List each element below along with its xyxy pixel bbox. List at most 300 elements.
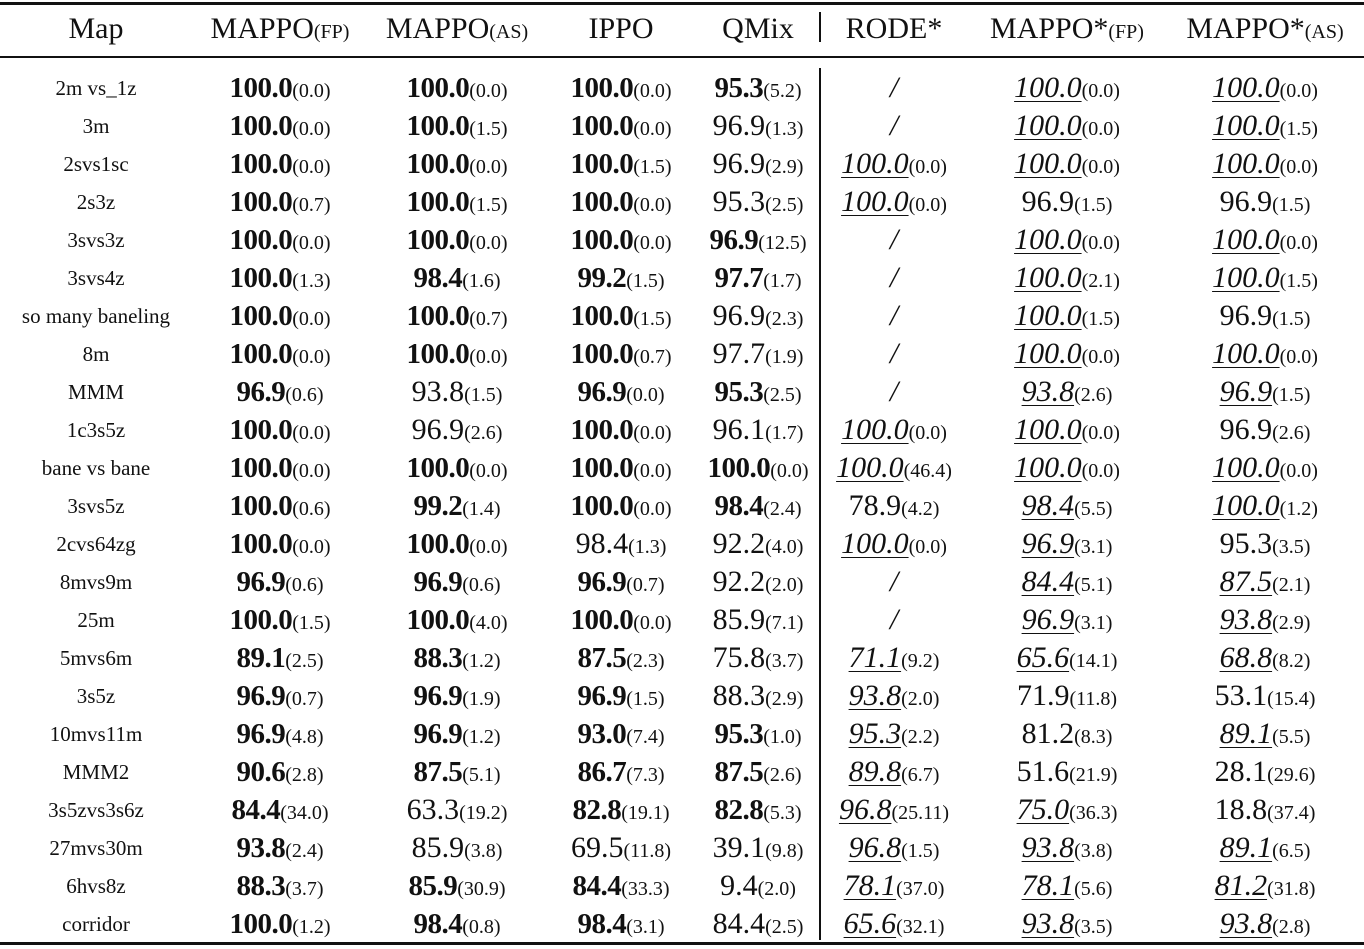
cell-rode-star [820,867,968,905]
win-rate-value: 100.0 [229,109,293,142]
std-dev-value: (1.4) [462,497,501,520]
map-name-cell: 8mvs9m [59,569,133,594]
cell-qmix [696,829,820,867]
win-rate-value: 75.0 [1016,793,1070,826]
header-mappo-fp: MAPPO(FP) [210,12,350,45]
win-rate-value: 100.0 [570,413,634,446]
cell-ippo [546,58,696,107]
win-rate-value: 100.0 [841,185,909,218]
win-rate-value: 100.0 [1212,109,1280,142]
table-row [0,373,1364,411]
std-dev-value: (1.5) [1081,308,1120,330]
std-dev-value: (3.5) [1272,536,1311,558]
std-dev-value: (2.2) [901,726,940,748]
win-rate-value: 69.5 [570,831,624,864]
win-rate-value: 89.1 [236,641,286,674]
header-rode-star: RODE* [845,12,943,45]
std-dev-value: (0.0) [633,79,672,102]
cell-ippo [546,411,696,449]
std-dev-value: (33.3) [621,877,670,900]
win-rate-value: 96.9 [577,565,627,598]
win-rate-value: 100.0 [1014,109,1082,142]
win-rate-value: 100.0 [1014,451,1082,484]
map-name-cell: 25m [77,607,115,632]
cell-ippo [546,259,696,297]
cell-mappo-as [368,753,546,791]
std-dev-value: (0.0) [626,383,665,406]
cell-mappo-fp [192,867,368,905]
cell-mappo-as [368,259,546,297]
cell-mappo-as [368,373,546,411]
cell-ippo [546,639,696,677]
table-row [0,867,1364,905]
win-rate-value: 86.7 [577,755,627,788]
table-row [0,411,1364,449]
cell-mappo-star-fp [968,525,1166,563]
std-dev-value: (5.2) [763,79,802,102]
win-rate-value: 96.9 [1219,375,1273,408]
std-dev-value: (6.5) [1272,840,1311,862]
std-dev-value: (1.2) [462,649,501,672]
std-dev-value: (0.0) [1081,156,1120,178]
cell-ippo [546,335,696,373]
win-rate-value: 100.0 [1014,299,1082,332]
cell-mappo-as [368,601,546,639]
map-name-cell: 3svs5z [67,493,125,518]
std-dev-value: (1.5) [1272,384,1311,406]
win-rate-value: 100.0 [1212,147,1280,180]
map-name-cell: MMM2 [62,759,130,784]
cell-qmix [696,601,820,639]
cell-rode-star [820,715,968,753]
win-rate-value: 85.9 [408,869,458,902]
win-rate-value: 100.0 [406,71,470,104]
win-rate-value: 100.0 [229,71,293,104]
cell-mappo-star-as [1166,715,1364,753]
win-rate-value: 100.0 [570,451,634,484]
std-dev-value: (37.4) [1267,802,1316,824]
win-rate-value: 87.5 [1219,565,1273,598]
std-dev-value: (1.5) [901,840,940,862]
std-dev-value: (0.0) [469,459,508,482]
std-dev-value: (4.8) [285,725,324,748]
win-rate-value: 96.9 [709,223,759,256]
cell-qmix [696,107,820,145]
win-rate-value: 96.9 [1219,185,1273,218]
win-rate-value: 71.1 [848,641,902,674]
win-rate-value: 100.0 [1014,261,1082,294]
cell-ippo [546,677,696,715]
win-rate-value: 93.0 [577,717,627,750]
win-rate-value: 100.0 [229,337,293,370]
std-dev-value: (0.0) [1279,460,1318,482]
win-rate-value: 96.9 [712,147,766,180]
win-rate-value: 96.9 [577,375,627,408]
cell-ippo [546,297,696,335]
win-rate-value: 93.8 [1021,375,1075,408]
std-dev-value: (1.5) [469,117,508,140]
std-dev-value: (29.6) [1267,764,1316,786]
cell-mappo-fp [192,715,368,753]
std-dev-value: (2.5) [285,649,324,672]
cell-mappo-star-fp [968,753,1166,791]
cell-mappo-fp [192,905,368,943]
cell-qmix [696,373,820,411]
std-dev-value: (2.9) [765,156,804,178]
header-map: Map [68,12,124,45]
std-dev-value: (0.6) [292,497,331,520]
cell-mappo-star-as [1166,335,1364,373]
win-rate-value: 85.9 [411,831,465,864]
cell-mappo-star-fp [968,639,1166,677]
win-rate-value: 89.1 [1219,831,1273,864]
cell-mappo-star-as [1166,753,1364,791]
win-rate-value: 100.0 [229,147,293,180]
win-rate-value: 100.0 [1014,223,1082,256]
win-rate-value: 100.0 [570,603,634,636]
std-dev-value: (0.0) [1279,346,1318,368]
cell-mappo-star-as [1166,259,1364,297]
win-rate-value: 100.0 [229,261,293,294]
cell-mappo-star-fp [968,373,1166,411]
std-dev-value: (3.8) [1074,840,1113,862]
win-rate-value: 98.4 [413,907,463,940]
win-rate-value: 95.3 [1219,527,1273,560]
std-dev-value: (4.0) [469,611,508,634]
cell-mappo-star-fp [968,145,1166,183]
win-rate-value: 97.7 [714,261,764,294]
win-rate-value: / [889,299,899,332]
std-dev-value: (1.5) [1272,194,1311,216]
map-name-cell: 5mvs6m [59,645,133,670]
std-dev-value: (2.8) [1272,916,1311,938]
std-dev-value: (0.0) [1081,118,1120,140]
cell-mappo-fp [192,411,368,449]
cell-mappo-as [368,525,546,563]
std-dev-value: (0.0) [292,345,331,368]
win-rate-value: 100.0 [229,603,293,636]
cell-mappo-as [368,145,546,183]
win-rate-value: / [889,375,899,408]
win-rate-value: 100.0 [406,223,470,256]
std-dev-value: (0.0) [292,155,331,178]
win-rate-value: / [889,71,899,104]
win-rate-value: 75.8 [712,641,766,674]
cell-mappo-fp [192,791,368,829]
win-rate-value: 96.9 [236,717,286,750]
table-row [0,145,1364,183]
header-mappo-star-as: MAPPO*(AS) [1186,12,1344,45]
win-rate-value: 98.4 [714,489,764,522]
cell-mappo-fp [192,601,368,639]
win-rate-value: 87.5 [577,641,627,674]
cell-qmix [696,677,820,715]
win-rate-value: 53.1 [1214,679,1268,712]
std-dev-value: (3.7) [765,650,804,672]
table-body [0,58,1364,943]
std-dev-value: (4.0) [765,536,804,558]
cell-rode-star [820,373,968,411]
std-dev-value: (0.7) [633,345,672,368]
map-name-cell: 2s3z [76,189,116,214]
cell-rode-star [820,335,968,373]
win-rate-value: 100.0 [1014,413,1082,446]
std-dev-value: (5.3) [763,801,802,824]
win-rate-value: 100.0 [1212,261,1280,294]
cell-mappo-as [368,411,546,449]
cell-qmix [696,145,820,183]
cell-mappo-star-fp [968,487,1166,525]
std-dev-value: (12.5) [758,231,807,254]
win-rate-value: 96.9 [712,109,766,142]
cell-rode-star [820,183,968,221]
cell-mappo-as [368,107,546,145]
std-dev-value: (0.7) [292,193,331,216]
std-dev-value: (0.0) [633,611,672,634]
std-dev-value: (5.5) [1272,726,1311,748]
cell-qmix [696,639,820,677]
cell-mappo-star-as [1166,905,1364,943]
cell-rode-star [820,221,968,259]
std-dev-value: (1.3) [765,118,804,140]
std-dev-value: (6.7) [901,764,940,786]
win-rate-value: 100.0 [1014,147,1082,180]
std-dev-value: (25.11) [891,802,950,824]
cell-mappo-as [368,867,546,905]
std-dev-value: (2.4) [763,497,802,520]
cell-mappo-star-fp [968,905,1166,943]
win-rate-value: 100.0 [707,451,771,484]
cell-ippo [546,905,696,943]
map-name-cell: 3s5zvs3s6z [48,797,144,822]
map-name-cell: 1c3s5z [66,417,126,442]
map-name-cell: 3s5z [76,683,116,708]
win-rate-value: 96.9 [413,565,463,598]
win-rate-value: 96.9 [1021,603,1075,636]
win-rate-value: 100.0 [570,223,634,256]
std-dev-value: (0.0) [633,459,672,482]
std-dev-value: (4.2) [901,498,940,520]
table-row [0,639,1364,677]
cell-qmix [696,753,820,791]
std-dev-value: (3.1) [1074,612,1113,634]
std-dev-value: (0.8) [462,915,501,938]
std-dev-value: (3.8) [464,840,503,862]
win-rate-value: 98.4 [575,527,629,560]
win-rate-value: 96.1 [712,413,766,446]
std-dev-value: (0.0) [1279,156,1318,178]
std-dev-value: (34.0) [280,801,329,824]
std-dev-value: (2.6) [1272,422,1311,444]
map-name-cell: 10mvs11m [49,721,143,746]
cell-mappo-fp [192,297,368,335]
cell-mappo-star-as [1166,525,1364,563]
cell-qmix [696,449,820,487]
win-rate-value: 96.9 [411,413,465,446]
win-rate-value: 98.4 [1021,489,1075,522]
win-rate-value: 84.4 [231,793,281,826]
cell-ippo [546,791,696,829]
cell-rode-star [820,753,968,791]
win-rate-value: 100.0 [406,337,470,370]
win-rate-value: 82.8 [714,793,764,826]
cell-mappo-as [368,221,546,259]
cell-mappo-star-fp [968,601,1166,639]
std-dev-value: (19.1) [621,801,670,824]
cell-qmix [696,259,820,297]
std-dev-value: (0.0) [770,459,809,482]
map-name-cell: 2svs1sc [63,151,129,176]
cell-mappo-as [368,449,546,487]
header-mappo-star-fp: MAPPO*(FP) [990,12,1144,45]
cell-ippo [546,373,696,411]
win-rate-value: / [889,565,899,598]
std-dev-value: (14.1) [1069,650,1118,672]
std-dev-value: (32.1) [896,916,945,938]
map-name-cell: 3m [82,113,110,138]
map-name-cell: 2m vs_1z [55,75,137,100]
win-rate-value: 95.3 [714,375,764,408]
std-dev-value: (11.8) [623,840,672,862]
table-row [0,677,1364,715]
cell-qmix [696,867,820,905]
cell-rode-star [820,259,968,297]
cell-ippo [546,753,696,791]
cell-qmix [696,221,820,259]
std-dev-value: (3.7) [285,877,324,900]
std-dev-value: (0.0) [633,497,672,520]
cell-ippo [546,449,696,487]
std-dev-value: (2.5) [763,383,802,406]
std-dev-value: (0.0) [1081,346,1120,368]
std-dev-value: (46.4) [903,460,952,482]
std-dev-value: (0.0) [633,421,672,444]
win-rate-value: 100.0 [406,299,470,332]
std-dev-value: (1.5) [626,687,665,710]
win-rate-value: 100.0 [229,527,293,560]
cell-qmix [696,183,820,221]
std-dev-value: (1.9) [765,346,804,368]
cell-qmix [696,335,820,373]
std-dev-value: (2.6) [1074,384,1113,406]
cell-rode-star [820,525,968,563]
table-row [0,297,1364,335]
cell-rode-star [820,601,968,639]
win-rate-value: / [889,337,899,370]
win-rate-value: 100.0 [570,337,634,370]
std-dev-value: (2.3) [626,649,665,672]
win-rate-value: 100.0 [1212,451,1280,484]
win-rate-value: / [889,603,899,636]
cell-rode-star [820,107,968,145]
std-dev-value: (0.7) [285,687,324,710]
std-dev-value: (8.2) [1272,650,1311,672]
win-rate-value: 93.8 [236,831,286,864]
win-rate-value: 100.0 [841,147,909,180]
win-rate-value: 78.1 [1021,869,1075,902]
cell-mappo-star-fp [968,335,1166,373]
win-rate-value: 93.8 [1021,907,1075,940]
table-row [0,829,1364,867]
map-name-cell: 3svs4z [67,265,125,290]
std-dev-value: (0.6) [462,573,501,596]
cell-ippo [546,525,696,563]
win-rate-value: 93.8 [1219,907,1273,940]
win-rate-value: 88.3 [712,679,766,712]
std-dev-value: (0.0) [908,156,947,178]
cell-ippo [546,487,696,525]
win-rate-value: 96.9 [577,679,627,712]
cell-mappo-star-as [1166,563,1364,601]
cell-mappo-star-as [1166,639,1364,677]
win-rate-value: 100.0 [570,71,634,104]
cell-mappo-fp [192,145,368,183]
cell-mappo-star-as [1166,487,1364,525]
std-dev-value: (0.0) [908,194,947,216]
cell-ippo [546,183,696,221]
cell-mappo-fp [192,107,368,145]
cell-ippo [546,867,696,905]
std-dev-value: (2.6) [464,422,503,444]
table-row [0,563,1364,601]
table-row [0,107,1364,145]
std-dev-value: (0.0) [1081,422,1120,444]
cell-mappo-as [368,791,546,829]
std-dev-value: (0.0) [292,231,331,254]
win-rate-value: 93.8 [1021,831,1075,864]
cell-mappo-star-fp [968,677,1166,715]
win-rate-value: 100.0 [229,907,293,940]
win-rate-value: 100.0 [1212,71,1280,104]
win-rate-value: 96.9 [236,375,286,408]
std-dev-value: (5.5) [1074,498,1113,520]
win-rate-value: 92.2 [712,565,766,598]
cell-qmix [696,905,820,943]
cell-mappo-star-fp [968,107,1166,145]
std-dev-value: (1.5) [1272,308,1311,330]
win-rate-value: 99.2 [577,261,627,294]
std-dev-value: (7.3) [626,763,665,786]
win-rate-value: 100.0 [229,413,293,446]
std-dev-value: (21.9) [1069,764,1118,786]
cell-mappo-star-fp [968,449,1166,487]
cell-mappo-star-fp [968,791,1166,829]
table-row [0,487,1364,525]
std-dev-value: (1.5) [633,307,672,330]
std-dev-value: (3.1) [1074,536,1113,558]
map-name-cell: MMM [67,379,125,404]
std-dev-value: (15.4) [1267,688,1316,710]
cell-mappo-as [368,829,546,867]
std-dev-value: (1.5) [1074,194,1113,216]
win-rate-value: 99.2 [413,489,463,522]
cell-mappo-fp [192,58,368,107]
std-dev-value: (0.7) [469,307,508,330]
cell-mappo-fp [192,449,368,487]
table-row [0,601,1364,639]
cell-mappo-as [368,297,546,335]
map-name-cell: 27mvs30m [49,835,143,860]
cell-rode-star [820,449,968,487]
win-rate-value: 100.0 [1014,71,1082,104]
std-dev-value: (1.5) [292,611,331,634]
win-rate-value: 96.9 [413,717,463,750]
cell-mappo-fp [192,221,368,259]
cell-mappo-fp [192,335,368,373]
header-ippo: IPPO [588,12,654,45]
std-dev-value: (2.0) [765,574,804,596]
std-dev-value: (9.2) [901,650,940,672]
